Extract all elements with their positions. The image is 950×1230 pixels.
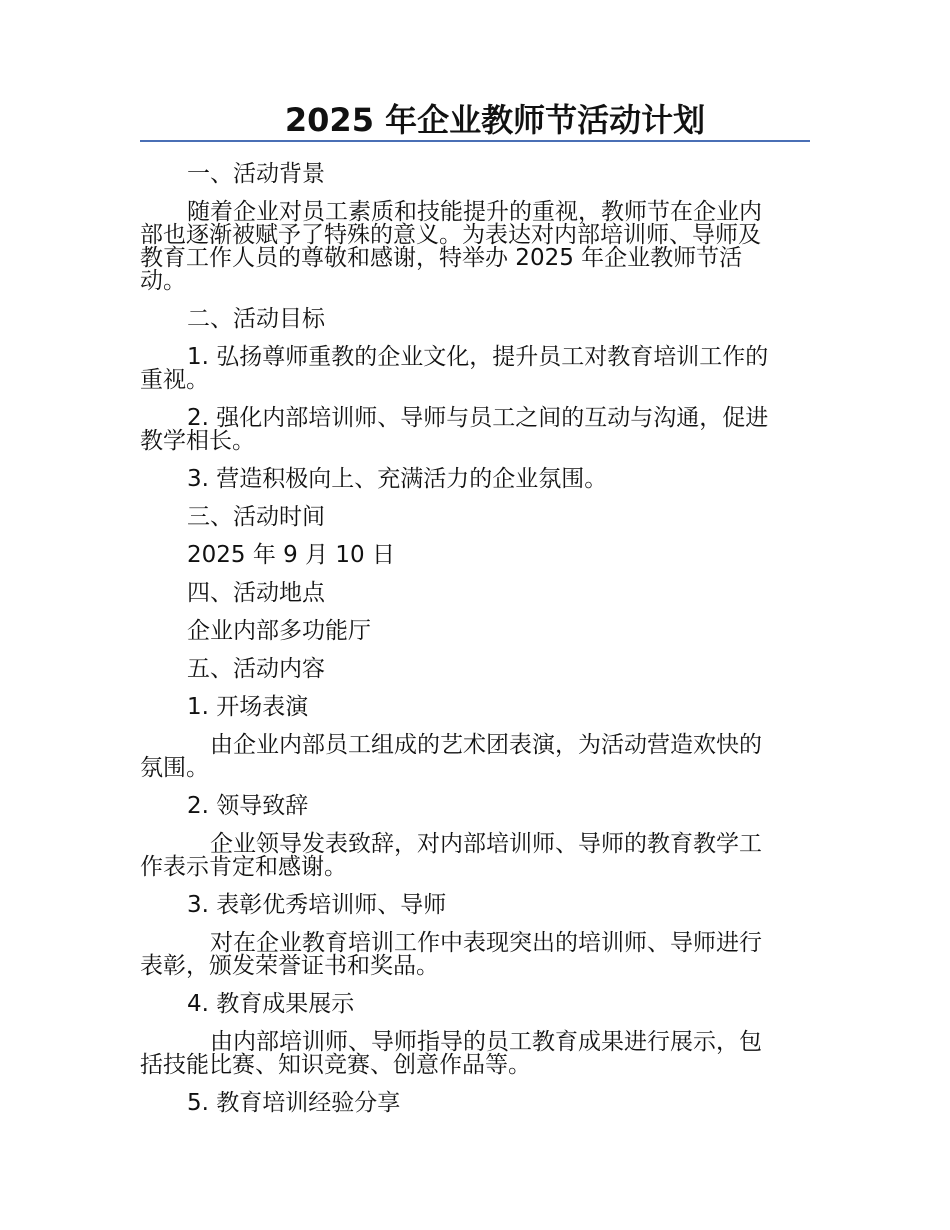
background-paragraph-line: 部也逐渐被赋予了特殊的意义。为表达对内部培训师、导师及 xyxy=(140,222,761,248)
content-item-line: 对在企业教育培训工作中表现突出的培训师、导师进行 xyxy=(210,930,762,956)
content-item-line: 由企业内部员工组成的艺术团表演，为活动营造欢快的 xyxy=(210,732,762,758)
content-item-line: 括技能比赛、知识竞赛、创意作品等。 xyxy=(140,1052,531,1078)
goal-item-line: 2. 强化内部培训师、导师与员工之间的互动与沟通，促进 xyxy=(187,405,769,431)
content-item-title: 4. 教育成果展示 xyxy=(187,991,355,1017)
content-item-title: 2. 领导致辞 xyxy=(187,793,309,819)
document-body xyxy=(140,162,810,1115)
event-date: 2025 年 9 月 10 日 xyxy=(187,542,395,568)
content-item-line: 氛围。 xyxy=(140,755,209,781)
content-item-line: 作表示肯定和感谢。 xyxy=(140,854,347,880)
background-paragraph-line: 动。 xyxy=(140,268,186,294)
section-heading-content: 五、活动内容 xyxy=(187,656,325,682)
goal-item-line: 1. 弘扬尊师重教的企业文化，提升员工对教育培训工作的 xyxy=(187,344,769,370)
content-item-title: 5. 教育培训经验分享 xyxy=(187,1090,401,1116)
section-heading-place: 四、活动地点 xyxy=(187,580,325,606)
content-item-line: 企业领导发表致辞，对内部培训师、导师的教育教学工 xyxy=(210,831,762,857)
goal-item-line: 3. 营造积极向上、充满活力的企业氛围。 xyxy=(187,466,608,492)
content-item-title: 1. 开场表演 xyxy=(187,694,309,720)
document-page xyxy=(140,100,810,1115)
background-paragraph-line: 随着企业对员工素质和技能提升的重视，教师节在企业内 xyxy=(187,199,762,225)
background-paragraph-line: 教育工作人员的尊敬和感谢，特举办 2025 年企业教师节活 xyxy=(140,245,743,271)
goal-item-line: 重视。 xyxy=(140,367,209,393)
section-heading-background: 一、活动背景 xyxy=(187,161,325,187)
section-heading-goals: 二、活动目标 xyxy=(187,306,325,332)
content-item-line: 表彰，颁发荣誉证书和奖品。 xyxy=(140,953,439,979)
document-title: 2025 年企业教师节活动计划 xyxy=(284,101,706,139)
goal-item-line: 教学相长。 xyxy=(140,428,255,454)
content-item-line: 由内部培训师、导师指导的员工教育成果进行展示，包 xyxy=(210,1029,762,1055)
section-heading-time: 三、活动时间 xyxy=(187,504,325,530)
content-item-title: 3. 表彰优秀培训师、导师 xyxy=(187,892,447,918)
event-place: 企业内部多功能厅 xyxy=(187,618,371,644)
title-underline xyxy=(140,140,810,142)
